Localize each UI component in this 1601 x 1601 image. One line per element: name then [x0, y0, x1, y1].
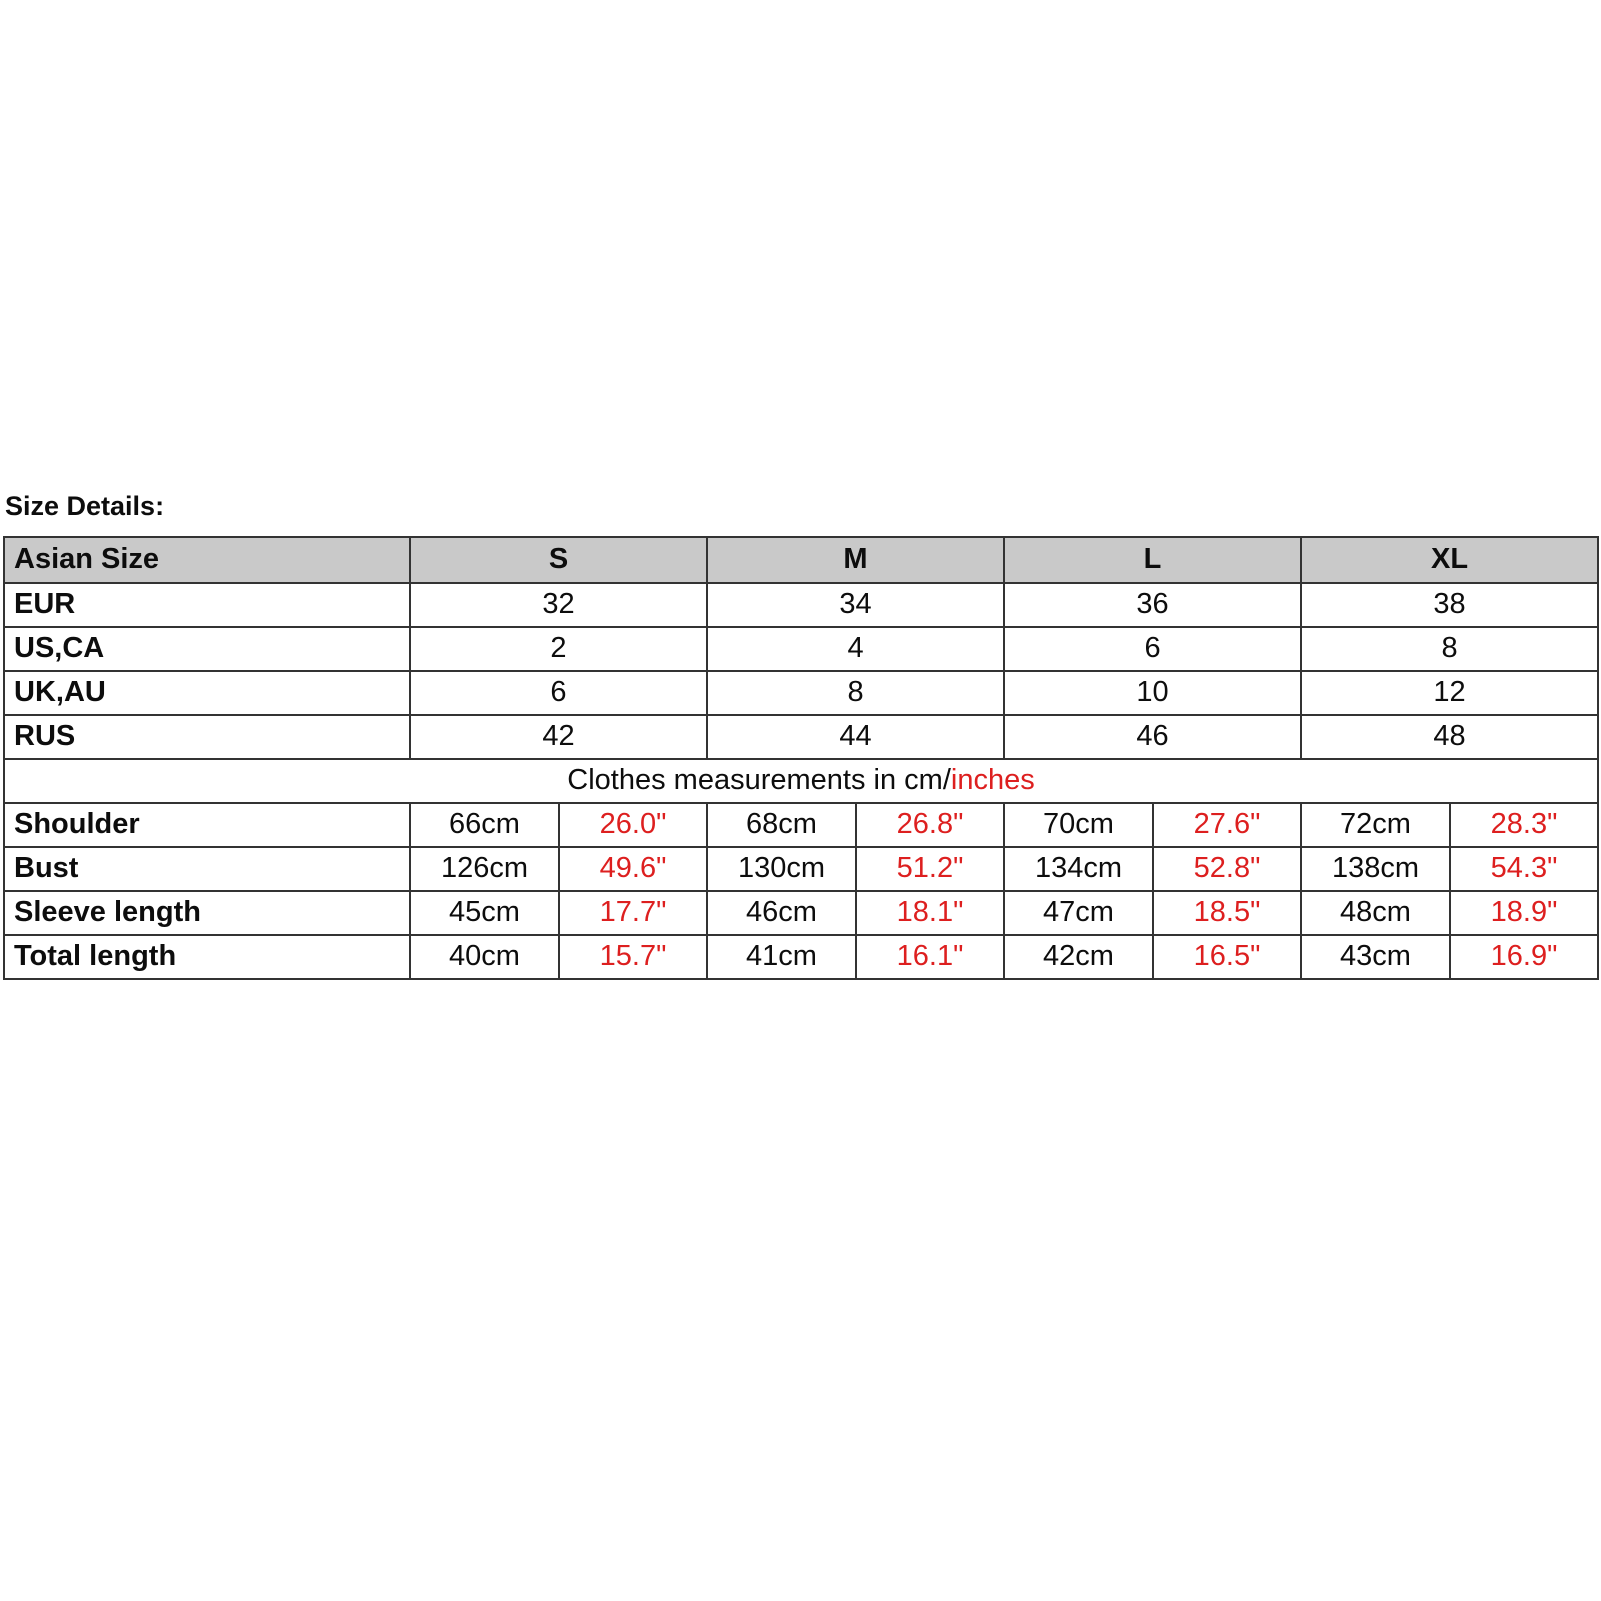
conversion-value: 4 — [707, 627, 1004, 671]
conversion-row — [4, 671, 1598, 715]
measurement-row — [4, 803, 1598, 847]
row-label: Shoulder — [4, 803, 410, 847]
measurement-inch-value: 18.5" — [1153, 891, 1301, 935]
measurement-inch-value: 49.6" — [559, 847, 707, 891]
conversion-value: 8 — [707, 671, 1004, 715]
measurement-cm-value: 72cm — [1301, 803, 1450, 847]
measurement-inch-value: 28.3" — [1450, 803, 1598, 847]
conversion-row — [4, 627, 1598, 671]
measurement-cm-value: 47cm — [1004, 891, 1153, 935]
measurement-row — [4, 935, 1598, 979]
size-details-section — [3, 491, 1597, 980]
row-label: EUR — [4, 583, 410, 627]
header-size-xl: XL — [1301, 537, 1598, 583]
measurement-inch-value: 18.9" — [1450, 891, 1598, 935]
measurement-cm-value: 45cm — [410, 891, 559, 935]
row-label: UK,AU — [4, 671, 410, 715]
measurement-cm-value: 134cm — [1004, 847, 1153, 891]
measurement-cm-value: 66cm — [410, 803, 559, 847]
conversion-value: 10 — [1004, 671, 1301, 715]
measurement-cm-value: 68cm — [707, 803, 856, 847]
row-label: RUS — [4, 715, 410, 759]
measurement-row — [4, 891, 1598, 935]
measurement-cm-value: 48cm — [1301, 891, 1450, 935]
conversion-value: 2 — [410, 627, 707, 671]
measurement-inch-value: 51.2" — [856, 847, 1004, 891]
conversion-value: 6 — [1004, 627, 1301, 671]
conversion-value: 6 — [410, 671, 707, 715]
row-label: US,CA — [4, 627, 410, 671]
measurement-inch-value: 16.9" — [1450, 935, 1598, 979]
row-label: Sleeve length — [4, 891, 410, 935]
measurement-inch-value: 16.5" — [1153, 935, 1301, 979]
measurement-cm-value: 70cm — [1004, 803, 1153, 847]
measurement-cm-value: 42cm — [1004, 935, 1153, 979]
row-label: Total length — [4, 935, 410, 979]
page-title: Size Details: — [5, 491, 165, 521]
measurement-inch-value: 54.3" — [1450, 847, 1598, 891]
conversion-value: 44 — [707, 715, 1004, 759]
measurement-cm-value: 126cm — [410, 847, 559, 891]
conversion-value: 42 — [410, 715, 707, 759]
header-size-s: S — [410, 537, 707, 583]
measurement-cm-value: 43cm — [1301, 935, 1450, 979]
conversion-value: 8 — [1301, 627, 1598, 671]
conversion-value: 34 — [707, 583, 1004, 627]
header-size-m: M — [707, 537, 1004, 583]
conversion-value: 48 — [1301, 715, 1598, 759]
conversion-row — [4, 583, 1598, 627]
section-text-red: inches — [950, 764, 1035, 797]
conversion-value: 32 — [410, 583, 707, 627]
conversion-row — [4, 715, 1598, 759]
header-label-asian-size: Asian Size — [4, 537, 410, 583]
row-label: Bust — [4, 847, 410, 891]
measurement-cm-value: 40cm — [410, 935, 559, 979]
section-title-cell — [4, 759, 1598, 803]
measurement-inch-value: 18.1" — [856, 891, 1004, 935]
measurement-cm-value: 130cm — [707, 847, 856, 891]
measurement-cm-value: 138cm — [1301, 847, 1450, 891]
measurement-inch-value: 17.7" — [559, 891, 707, 935]
size-chart-table — [3, 536, 1599, 980]
measurement-inch-value: 26.8" — [856, 803, 1004, 847]
conversion-value: 46 — [1004, 715, 1301, 759]
measurement-inch-value: 26.0" — [559, 803, 707, 847]
conversion-value: 12 — [1301, 671, 1598, 715]
conversion-value: 38 — [1301, 583, 1598, 627]
measurement-inch-value: 27.6" — [1153, 803, 1301, 847]
section-row — [4, 759, 1598, 803]
header-size-l: L — [1004, 537, 1301, 583]
measurement-cm-value: 41cm — [707, 935, 856, 979]
conversion-value: 36 — [1004, 583, 1301, 627]
measurement-row — [4, 847, 1598, 891]
measurement-inch-value: 52.8" — [1153, 847, 1301, 891]
section-text-black: Clothes measurements in cm/ — [567, 764, 951, 797]
measurement-inch-value: 16.1" — [856, 935, 1004, 979]
table-header-row — [4, 537, 1598, 583]
measurement-inch-value: 15.7" — [559, 935, 707, 979]
measurement-cm-value: 46cm — [707, 891, 856, 935]
